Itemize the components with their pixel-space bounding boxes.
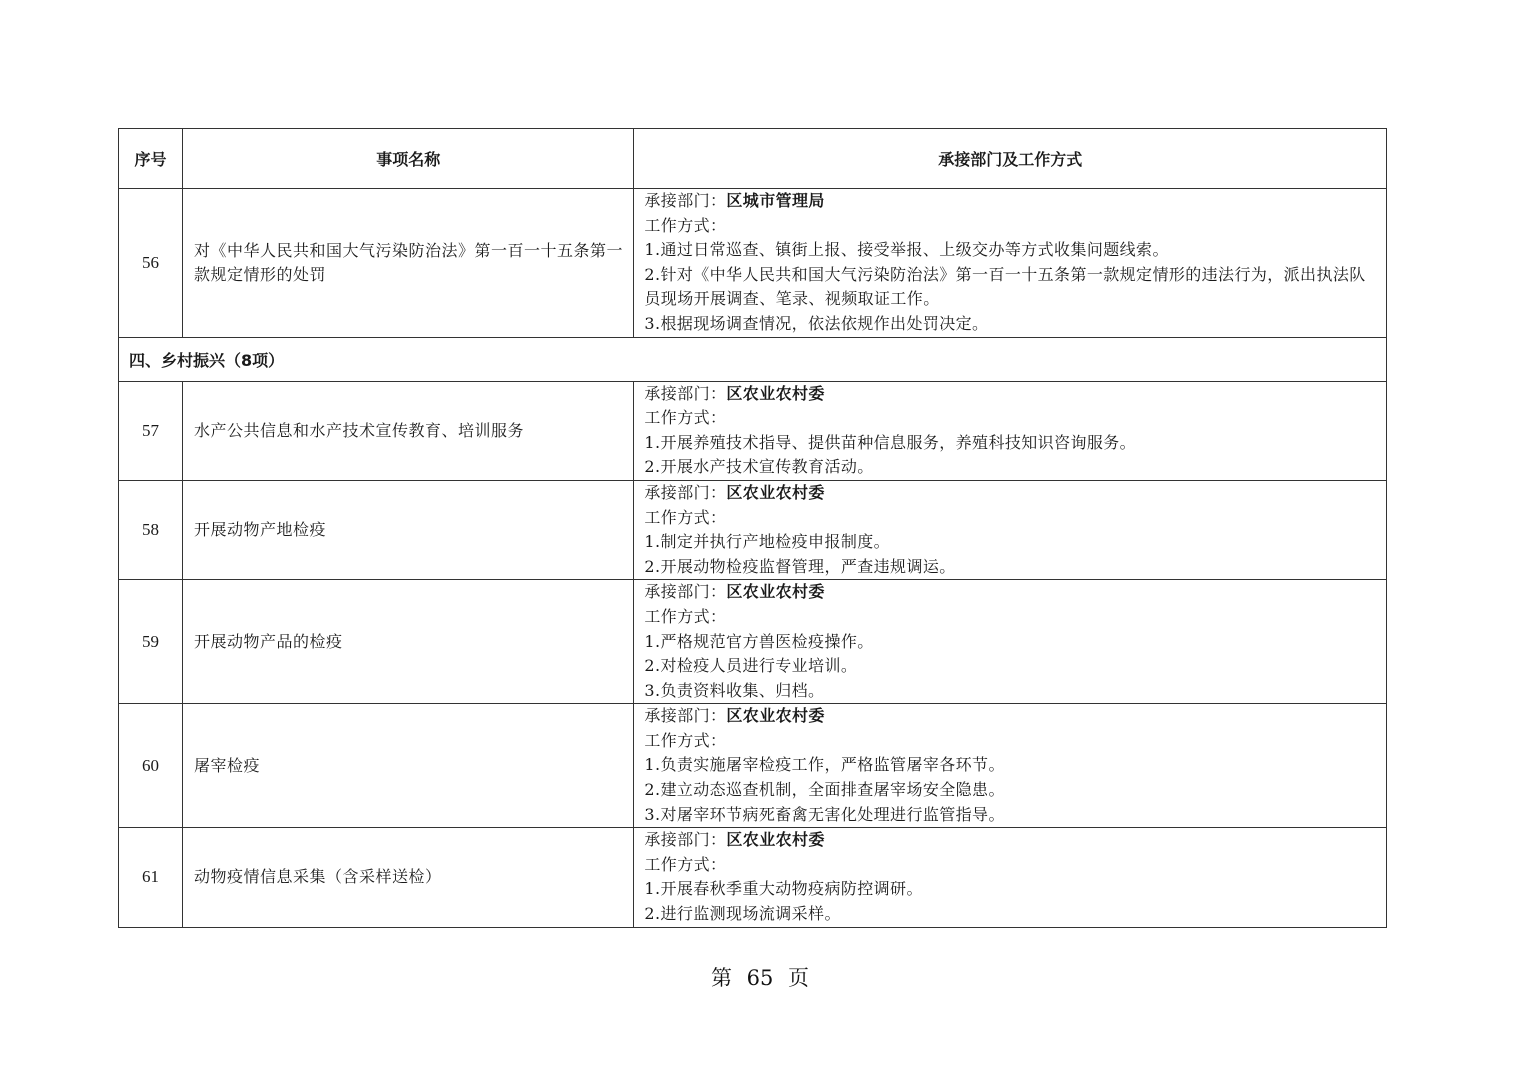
dept-line xyxy=(644,704,1380,729)
method-label: 工作方式： xyxy=(644,215,727,235)
step-item: 1.制定并执行产地检疫申报制度。 xyxy=(644,532,891,552)
dept-label: 承接部门： xyxy=(644,191,727,210)
dept-label: 承接部门： xyxy=(644,830,727,850)
dept-line xyxy=(644,382,1380,407)
step-item: 2.建立动态巡查机制，全面排查屠宰场安全隐患。 xyxy=(644,780,1005,800)
step-item: 1.负责实施屠宰检疫工作，严格监管屠宰各环节。 xyxy=(644,755,1005,775)
row-number: 58 xyxy=(119,480,183,579)
step-item: 2.开展水产技术宣传教育活动。 xyxy=(644,457,874,477)
item-name: 对《中华人民共和国大气污染防治法》第一百一十五条第一款规定情形的处罚 xyxy=(183,189,634,338)
table-row xyxy=(119,189,1387,338)
dept-value: 区农业农村委 xyxy=(726,383,825,403)
dept-cell xyxy=(634,704,1387,828)
method-label: 工作方式： xyxy=(644,854,727,874)
dept-value: 区农业农村委 xyxy=(726,582,825,602)
method-label: 工作方式： xyxy=(644,730,727,750)
method-label: 工作方式： xyxy=(644,606,727,626)
section-title: 四、乡村振兴（8项） xyxy=(119,337,1387,381)
header-row xyxy=(119,129,1387,189)
dept-value: 区农业农村委 xyxy=(726,830,825,850)
item-name: 屠宰检疫 xyxy=(183,704,634,828)
item-name: 水产公共信息和水产技术宣传教育、培训服务 xyxy=(183,381,634,480)
row-number: 59 xyxy=(119,580,183,704)
step-item: 3.负责资料收集、归档。 xyxy=(644,680,825,700)
step-item: 1.通过日常巡查、镇街上报、接受举报、上级交办等方式收集问题线索。 xyxy=(644,240,1169,260)
dept-cell xyxy=(634,480,1387,579)
header-name: 事项名称 xyxy=(183,129,634,189)
step-item: 1.开展养殖技术指导、提供苗种信息服务，养殖科技知识咨询服务。 xyxy=(644,432,1137,452)
table-row xyxy=(119,381,1387,480)
dept-line xyxy=(644,189,1380,214)
header-no: 序号 xyxy=(119,129,183,189)
row-number: 56 xyxy=(119,189,183,338)
step-item: 1.严格规范官方兽医检疫操作。 xyxy=(644,631,874,651)
dept-line xyxy=(644,828,1380,853)
method-label: 工作方式： xyxy=(644,507,727,527)
step-item: 3.根据现场调查情况，依法依规作出处罚决定。 xyxy=(644,313,989,333)
item-name: 开展动物产地检疫 xyxy=(183,480,634,579)
dept-cell xyxy=(634,828,1387,927)
dept-value: 区农业农村委 xyxy=(726,482,825,502)
table-row xyxy=(119,580,1387,704)
row-number: 60 xyxy=(119,704,183,828)
section-row xyxy=(119,337,1387,381)
row-number: 61 xyxy=(119,828,183,927)
step-item: 3.对屠宰环节病死畜禽无害化处理进行监管指导。 xyxy=(644,804,1005,824)
dept-cell xyxy=(634,580,1387,704)
items-table xyxy=(118,128,1387,928)
dept-cell xyxy=(634,189,1387,338)
dept-label: 承接部门： xyxy=(644,582,727,602)
step-item: 2.进行监测现场流调采样。 xyxy=(644,904,841,924)
step-item: 2.针对《中华人民共和国大气污染防治法》第一百一十五条第一款规定情形的违法行为，派出执法队员现场开展调查、笔录、视频取证工作。 xyxy=(644,264,1366,309)
step-item: 2.开展动物检疫监督管理，严查违规调运。 xyxy=(644,556,956,576)
table-row xyxy=(119,480,1387,579)
item-name: 动物疫情信息采集（含采样送检） xyxy=(183,828,634,927)
page-number: 第 65 页 xyxy=(710,966,810,990)
dept-value: 区农业农村委 xyxy=(726,706,825,726)
dept-label: 承接部门： xyxy=(644,383,727,403)
table-row xyxy=(119,828,1387,927)
dept-label: 承接部门： xyxy=(644,706,727,726)
table-row xyxy=(119,704,1387,828)
dept-label: 承接部门： xyxy=(644,482,727,502)
dept-line xyxy=(644,580,1380,605)
step-item: 1.开展春秋季重大动物疫病防控调研。 xyxy=(644,879,923,899)
dept-line xyxy=(644,481,1380,506)
row-number: 57 xyxy=(119,381,183,480)
step-item: 2.对检疫人员进行专业培训。 xyxy=(644,656,858,676)
item-name: 开展动物产品的检疫 xyxy=(183,580,634,704)
dept-cell xyxy=(634,381,1387,480)
method-label: 工作方式： xyxy=(644,408,727,428)
header-dept: 承接部门及工作方式 xyxy=(634,129,1387,189)
dept-value: 区城市管理局 xyxy=(726,191,825,210)
